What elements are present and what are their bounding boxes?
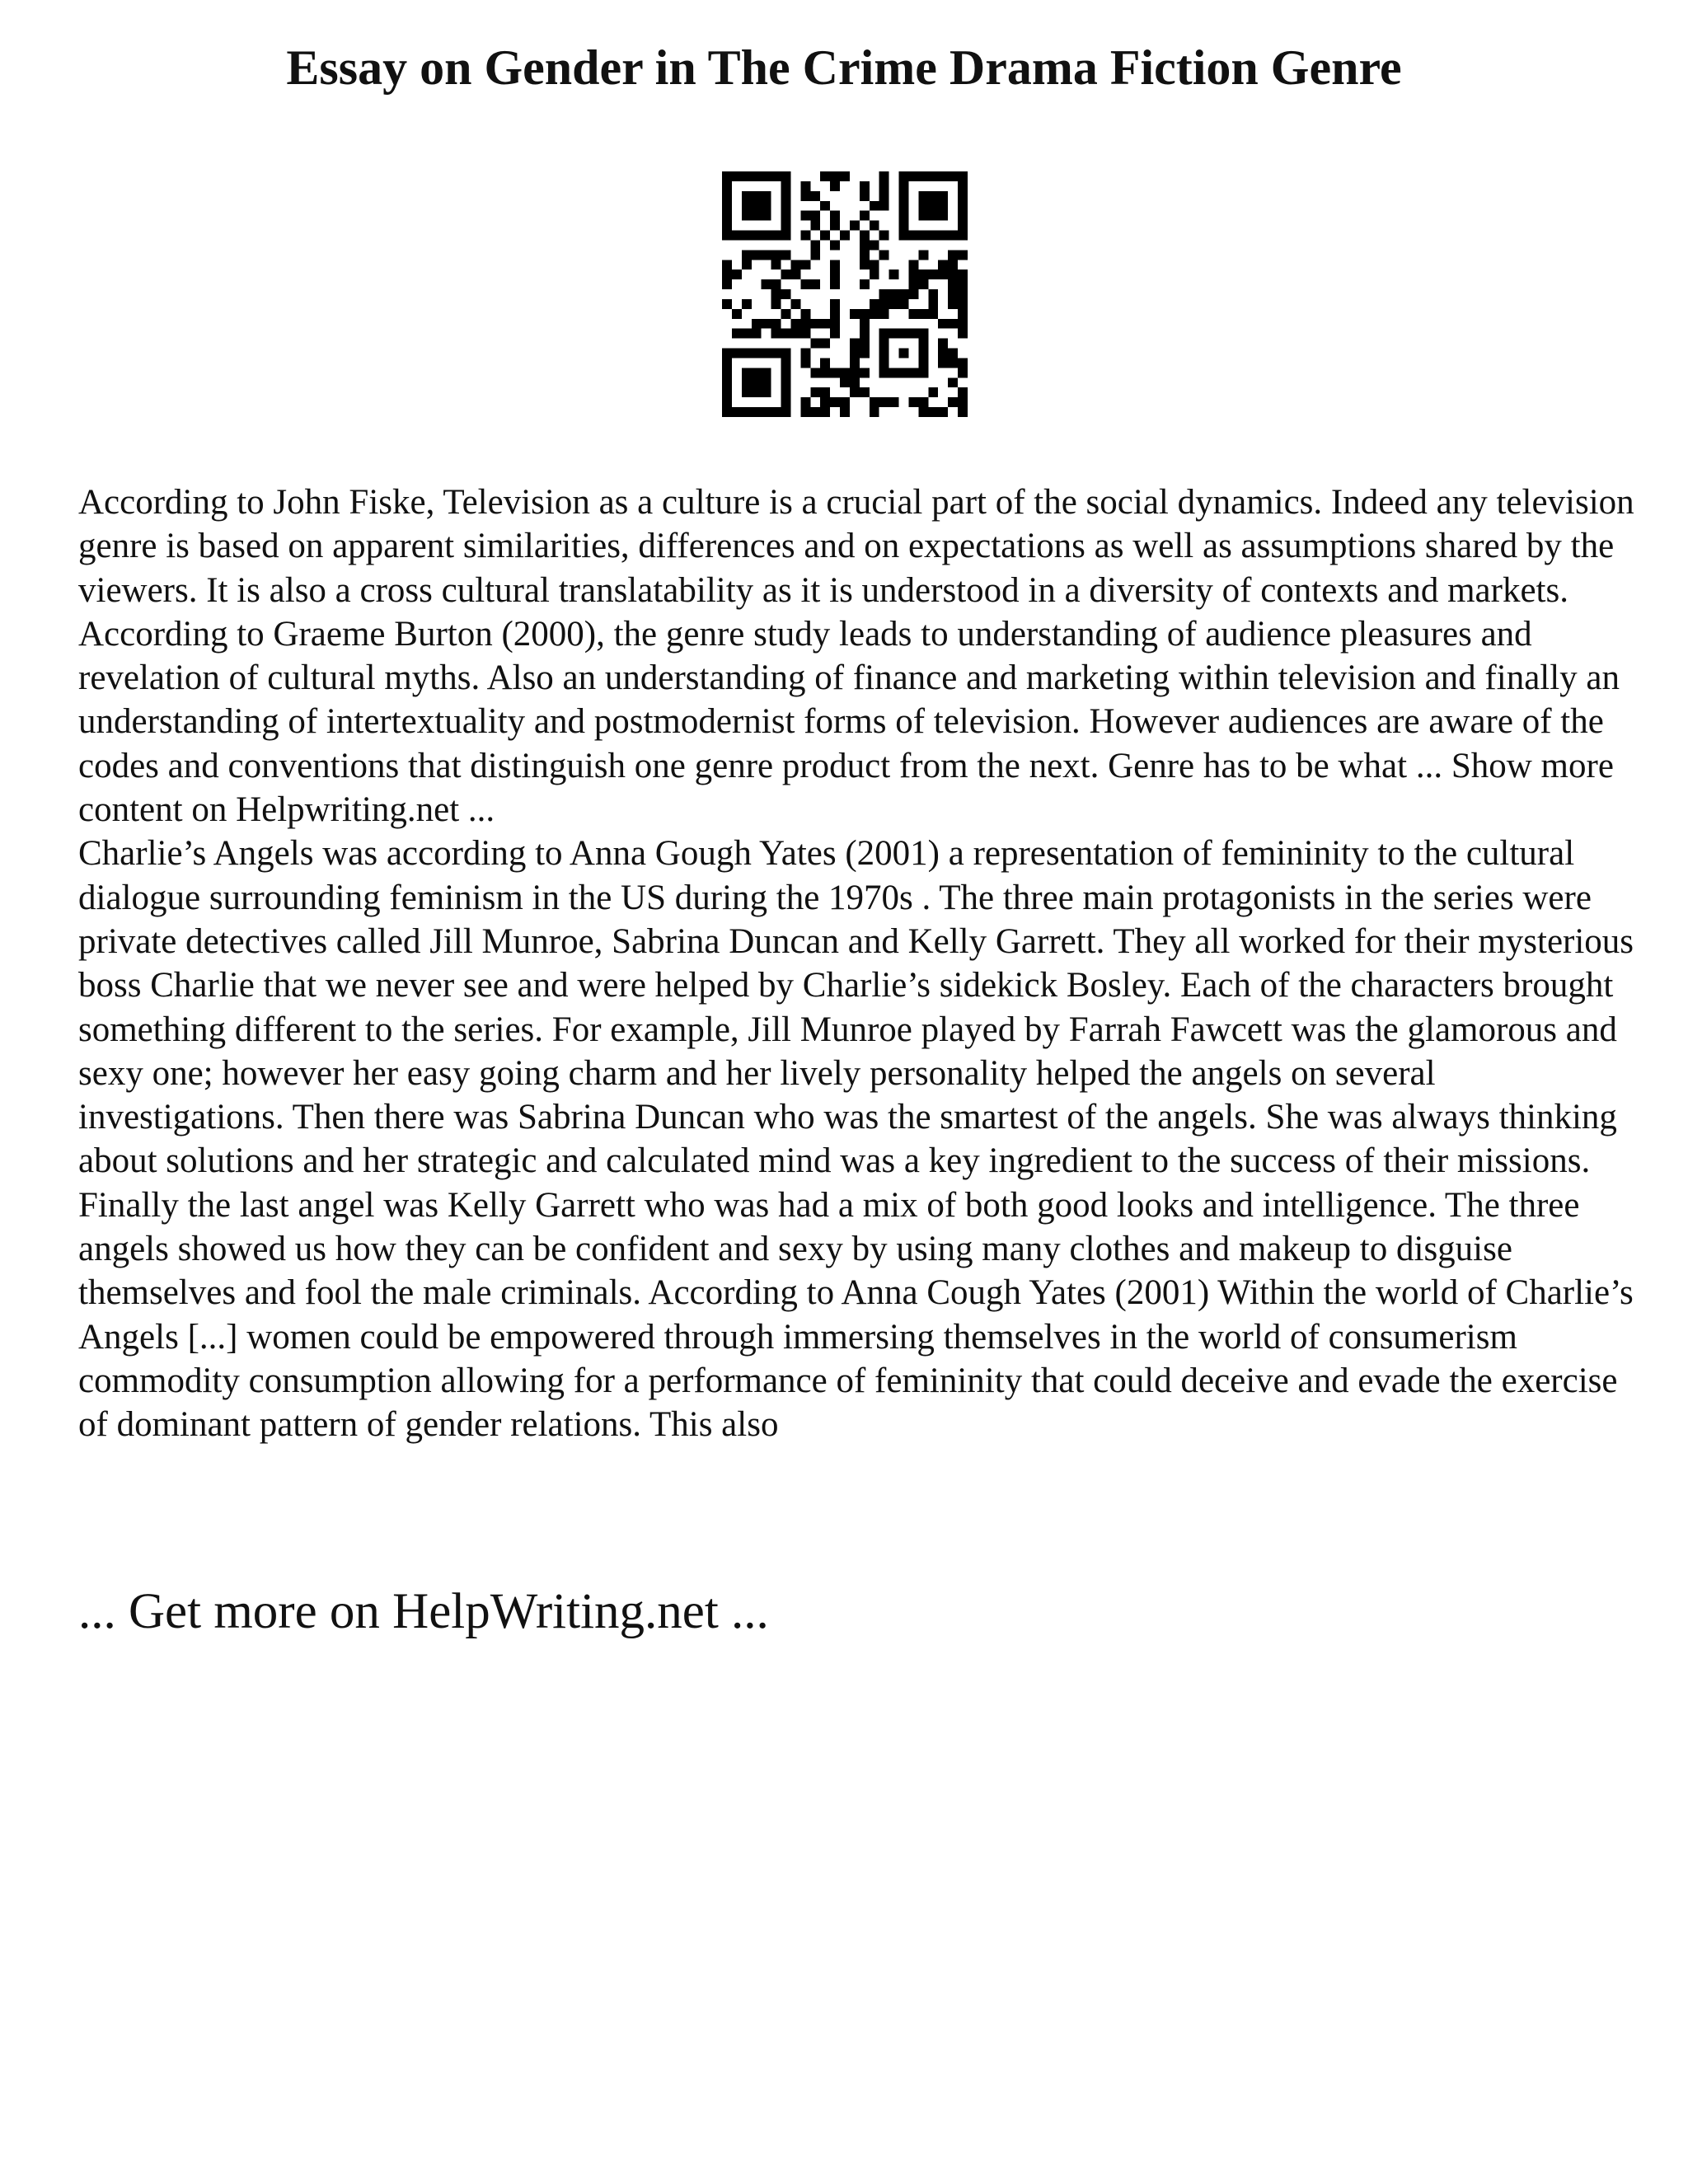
qr-module	[889, 397, 899, 407]
qr-module	[870, 260, 879, 269]
qr-module	[800, 329, 810, 339]
qr-module	[800, 319, 810, 329]
qr-module	[800, 397, 810, 407]
qr-module	[771, 279, 781, 289]
qr-module	[820, 387, 830, 397]
qr-module	[850, 377, 860, 387]
qr-module	[908, 279, 918, 289]
qr-module	[830, 329, 840, 339]
qr-module	[928, 299, 938, 309]
qr-module	[830, 299, 840, 309]
qr-module	[840, 231, 850, 241]
qr-module	[958, 368, 968, 377]
qr-module	[732, 309, 742, 319]
qr-module	[860, 240, 870, 250]
qr-module	[918, 309, 928, 319]
qr-module	[860, 191, 870, 201]
qr-module	[810, 211, 820, 221]
qr-module	[840, 407, 850, 417]
qr-module	[879, 191, 889, 201]
qr-module	[879, 299, 889, 309]
qr-module	[850, 368, 860, 377]
qr-module	[790, 319, 800, 329]
qr-module	[860, 387, 870, 397]
qr-module	[800, 191, 810, 201]
qr-module	[722, 260, 732, 269]
qr-module	[762, 279, 771, 289]
qr-module	[840, 368, 850, 377]
qr-module	[830, 269, 840, 279]
qr-module	[918, 269, 928, 279]
essay-paragraph-1: According to John Fiske, Television as a culture is a crucial part of the social dynamics. Indeed any television genre is based on apparent similarities, differences and on expectations as well as assumptions shared by the viewers. It is also a cross cultural translatability as it is understood in a diversity of contexts and markets. According to Graeme Burton (2000), the genre study leads to understanding of audience pleasures and revelation of cultural myths. Also an understanding of finance and marketing within television and finally an understanding of intertextuality and postmodernist forms of television. However audiences are aware of the codes and conventions that distinguish one genre product from the next. Genre has to be what ... Show more content on Helpwriting.net ...	[78, 483, 1634, 830]
qr-code-graphic	[722, 171, 968, 417]
qr-module	[860, 181, 870, 191]
qr-module	[958, 319, 968, 329]
qr-module	[840, 397, 850, 407]
qr-module	[860, 250, 870, 260]
qr-module	[820, 397, 830, 407]
qr-module	[948, 377, 958, 387]
qr-module	[908, 260, 918, 269]
qr-module	[958, 358, 968, 368]
qr-module	[879, 171, 889, 181]
qr-module	[810, 319, 820, 329]
qr-module	[948, 279, 958, 289]
qr-module	[938, 339, 948, 349]
qr-module	[879, 231, 889, 241]
qr-module	[958, 309, 968, 319]
qr-module	[938, 358, 948, 368]
qr-module	[810, 191, 820, 201]
qr-module	[860, 329, 870, 339]
qr-module	[918, 279, 928, 289]
qr-module	[810, 368, 820, 377]
get-more-link[interactable]: ... Get more on HelpWriting.net ...	[78, 1584, 769, 1639]
qr-module	[860, 319, 870, 329]
qr-module	[908, 289, 918, 299]
qr-module	[908, 397, 918, 407]
qr-module	[830, 260, 840, 269]
qr-module	[870, 221, 879, 231]
qr-module	[870, 201, 879, 211]
qr-module	[938, 260, 948, 269]
qr-module	[948, 319, 958, 329]
qr-module	[781, 289, 791, 299]
qr-module	[958, 299, 968, 309]
qr-module	[870, 309, 879, 319]
qr-module	[938, 319, 948, 329]
qr-module	[938, 349, 948, 359]
qr-module	[810, 250, 820, 260]
qr-module	[938, 407, 948, 417]
qr-module	[732, 329, 742, 339]
qr-module	[918, 407, 928, 417]
qr-module	[800, 231, 810, 241]
qr-module	[781, 329, 791, 339]
qr-module	[742, 299, 752, 309]
qr-module	[830, 171, 840, 181]
qr-module	[860, 260, 870, 269]
qr-module	[850, 339, 860, 349]
page-title: Essay on Gender in The Crime Drama Fiction Genre	[286, 40, 1402, 95]
qr-module	[752, 319, 762, 329]
qr-module	[820, 339, 830, 349]
qr-module	[860, 368, 870, 377]
qr-module	[722, 299, 732, 309]
qr-module	[928, 309, 938, 319]
qr-module	[860, 309, 870, 319]
qr-module	[918, 250, 928, 260]
qr-module	[860, 279, 870, 289]
qr-module	[762, 250, 771, 260]
qr-module	[958, 407, 968, 417]
qr-module	[732, 269, 742, 279]
qr-module	[850, 221, 860, 231]
qr-module	[781, 250, 791, 260]
qr-module	[860, 211, 870, 221]
qr-module	[771, 319, 781, 329]
qr-module	[820, 201, 830, 211]
qr-module	[830, 181, 840, 191]
qr-module	[948, 289, 958, 299]
qr-module	[800, 279, 810, 289]
qr-module	[790, 260, 800, 269]
qr-module	[860, 231, 870, 241]
qr-module	[830, 279, 840, 289]
qr-module	[860, 339, 870, 349]
qr-module	[800, 309, 810, 319]
qr-module	[958, 279, 968, 289]
qr-module	[928, 289, 938, 299]
qr-module	[830, 397, 840, 407]
qr-module	[771, 299, 781, 309]
qr-module	[830, 368, 840, 377]
qr-module	[899, 299, 909, 309]
qr-module	[800, 349, 810, 359]
qr-module	[879, 397, 889, 407]
qr-module	[958, 329, 968, 339]
qr-module	[870, 269, 879, 279]
qr-module	[810, 407, 820, 417]
qr-module	[830, 221, 840, 231]
qr-module	[771, 250, 781, 260]
essay-body	[78, 480, 1636, 1447]
qr-module	[820, 368, 830, 377]
qr-module	[781, 269, 791, 279]
qr-module	[752, 250, 762, 260]
qr-module	[771, 260, 781, 269]
qr-module	[850, 349, 860, 359]
qr-module	[948, 299, 958, 309]
qr-module	[850, 358, 860, 368]
qr-module	[771, 289, 781, 299]
qr-module	[810, 339, 820, 349]
qr-module	[948, 269, 958, 279]
qr-module	[800, 181, 810, 191]
qr-module	[879, 201, 889, 211]
qr-module	[899, 289, 909, 299]
qr-module	[771, 329, 781, 339]
qr-module	[948, 349, 958, 359]
qr-module	[840, 171, 850, 181]
qr-module	[889, 289, 899, 299]
qr-module	[958, 289, 968, 299]
qr-module	[800, 407, 810, 417]
qr-module	[762, 319, 771, 329]
qr-module	[722, 269, 732, 279]
qr-module	[781, 309, 791, 319]
qr-module	[830, 319, 840, 329]
qr-module	[918, 397, 928, 407]
qr-module	[830, 309, 840, 319]
qr-module	[820, 231, 830, 241]
qr-module	[958, 250, 968, 260]
qr-module	[948, 358, 958, 368]
qr-module	[958, 387, 968, 397]
qr-module	[850, 387, 860, 397]
qr-module	[928, 407, 938, 417]
qr-module	[908, 309, 918, 319]
qr-module	[742, 329, 752, 339]
qr-module	[870, 240, 879, 250]
qr-module	[908, 269, 918, 279]
qr-module	[800, 358, 810, 368]
qr-module	[810, 221, 820, 231]
qr-module	[889, 299, 899, 309]
qr-module	[948, 397, 958, 407]
qr-module	[870, 407, 879, 417]
qr-module	[879, 289, 889, 299]
qr-module	[830, 211, 840, 221]
qr-module	[850, 309, 860, 319]
qr-module	[742, 250, 752, 260]
qr-module	[810, 240, 820, 250]
qr-module	[820, 407, 830, 417]
qr-module	[790, 329, 800, 339]
qr-module	[948, 260, 958, 269]
qr-module	[820, 171, 830, 181]
qr-module	[958, 269, 968, 279]
qr-module	[790, 299, 800, 309]
qr-module	[928, 387, 938, 397]
qr-module	[938, 269, 948, 279]
qr-module	[800, 211, 810, 221]
qr-module	[860, 349, 870, 359]
qr-module	[810, 387, 820, 397]
qr-module	[840, 377, 850, 387]
qr-module	[889, 269, 899, 279]
qr-module	[870, 299, 879, 309]
qr-module	[742, 260, 752, 269]
qr-module	[722, 279, 732, 289]
qr-module	[948, 250, 958, 260]
qr-code-icon[interactable]	[722, 171, 968, 417]
qr-module	[830, 240, 840, 250]
qr-module	[810, 279, 820, 289]
qr-module	[879, 250, 889, 260]
qr-module	[870, 397, 879, 407]
qr-module	[820, 319, 830, 329]
qr-module	[879, 181, 889, 191]
qr-module	[879, 309, 889, 319]
qr-module	[820, 358, 830, 368]
qr-module	[752, 329, 762, 339]
qr-module	[800, 260, 810, 269]
qr-module	[958, 397, 968, 407]
qr-module	[928, 269, 938, 279]
essay-paragraph-2: Charlie’s Angels was according to Anna Gough Yates (2001) a representation of femininity to the cultural dialogue surrounding feminism in the US during the 1970s . The three main protagonists in the series were private detectives called Jill Munroe, Sabrina Duncan and Kelly Garrett. They all worked for their mysterious boss Charlie that we never see and were helped by Charlie’s sidekick Bosley. Each of the characters brought something different to the series. For example, Jill Munroe played by Farrah Fawcett was the glamorous and sexy one; however her easy going charm and her lively personality helped the angels on several investigations. Then there was Sabrina Duncan who was the smartest of the angels. She was always thinking about solutions and her strategic and calculated mind was a key ingredient to the success of their missions. Finally the last angel was Kelly Garrett who was had a mix of both good looks and intelligence. The three angels showed us how they can be confident and sexy by using many clothes and makeup to disguise themselves and fool the male criminals. According to Anna Cough Yates (2001) Within the world of Charlie’s Angels [...] women could be empowered through immersing themselves in the world of consumerism commodity consumption allowing for a performance of femininity that could deceive and evade the exercise of dominant pattern of gender relations. This also	[78, 834, 1634, 1445]
qr-module	[790, 269, 800, 279]
